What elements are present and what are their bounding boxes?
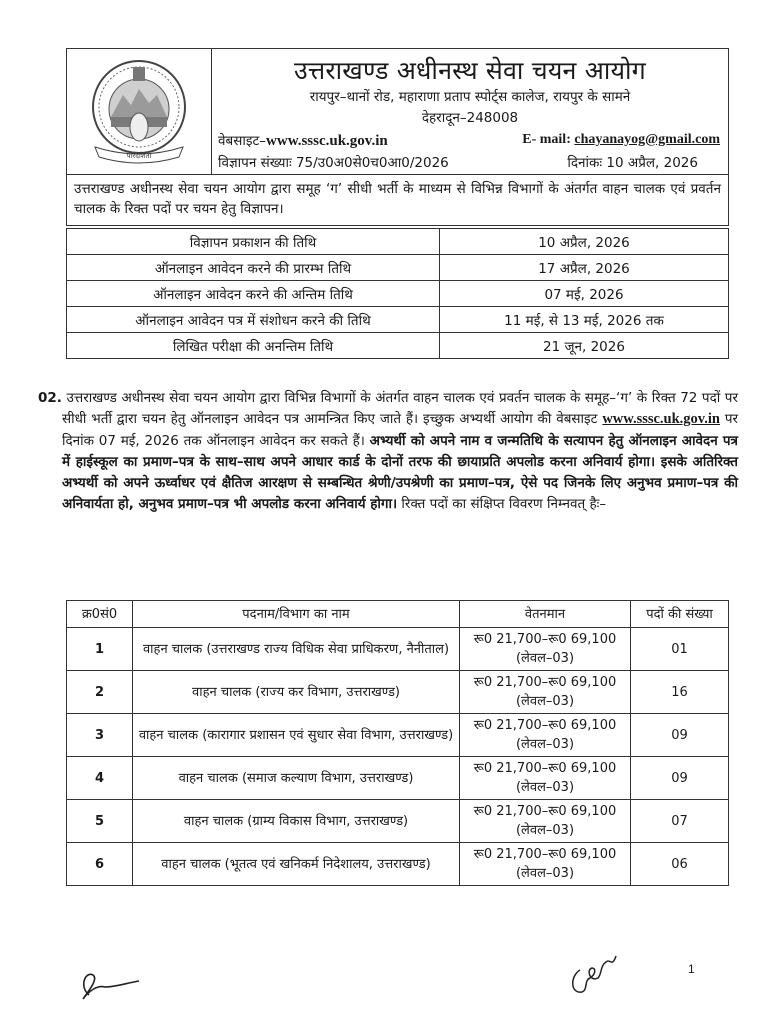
- date-label: लिखित परीक्षा की अनन्तिम तिथि: [67, 333, 440, 359]
- email: [522, 131, 720, 150]
- pay-range: रू0 21,700–रू0 69,100: [473, 847, 617, 862]
- pay-range: रू0 21,700–रू0 69,100: [473, 804, 617, 819]
- post-count: 16: [631, 671, 729, 714]
- post-count: 01: [631, 628, 729, 671]
- commission-emblem-icon: [67, 49, 211, 173]
- post-name: वाहन चालक (ग्राम्य विकास विभाग, उत्तराखण्ड): [133, 800, 460, 843]
- post-name: वाहन चालक (कारागार प्रशासन एवं सुधार सेवा विभाग, उत्तराखण्ड): [133, 714, 460, 757]
- date-value: 10 अप्रैल, 2026: [440, 229, 729, 255]
- col-post-count: पदों की संख्या: [631, 601, 729, 628]
- serial-no: 2: [67, 671, 133, 714]
- email-link[interactable]: chayanayog@gmail.com: [574, 132, 720, 147]
- pay-level: (लेवल–03): [515, 694, 575, 709]
- pay-scale: [460, 843, 631, 886]
- letterhead-text: [212, 49, 728, 174]
- pay-scale: [460, 714, 631, 757]
- pay-level: (लेवल–03): [515, 737, 575, 752]
- paragraph-number: 02.: [38, 390, 62, 406]
- date-value: 07 मई, 2026: [440, 281, 729, 307]
- col-serial: क्र0सं0: [67, 601, 133, 628]
- advertisement-intro: उत्तराखण्ड अधीनस्थ सेवा चयन आयोग द्वारा समूह ‘ग’ सीधी भर्ती के माध्यम से विभिन्न विभागों के अंतर्गत वाहन चालक एवं प्रवर्तन चालक के रिक्त पदों पर चयन हेतु विज्ञापन।: [66, 175, 729, 226]
- table-row: [67, 757, 729, 800]
- website-link[interactable]: www.sssc.uk.gov.in: [602, 411, 720, 428]
- post-name: वाहन चालक (उत्तराखण्ड राज्य विधिक सेवा प्राधिकरण, नैनीताल): [133, 628, 460, 671]
- website-link[interactable]: www.sssc.uk.gov.in: [266, 133, 388, 149]
- advertisement-number: विज्ञापन संख्याः 75/उ0अ0से0च0आ0/2026: [218, 155, 449, 171]
- pay-level: (लेवल–03): [515, 780, 575, 795]
- table-row: [67, 843, 729, 886]
- date-value: 21 जून, 2026: [440, 333, 729, 359]
- paragraph-text-1: उत्तराखण्ड अधीनस्थ सेवा चयन आयोग द्वारा विभिन्न विभागों के अंतर्गत वाहन चालक एवं प्रवर्तन चालक के समूह–‘ग’ के रिक्त 72 पदों पर सीधी भर्ती द्वारा चयन हेतु ऑनलाइन आवेदन पत्र आमन्त्रित किए जाते हैं। इच्छुक अभ्यर्थी आयोग की वेबसाइट: [62, 390, 738, 428]
- paragraph-text-bold: अभ्यर्थी को अपने नाम व जन्मतिथि के सत्यापन हेतु ऑनलाइन आवेदन पत्र में हाईस्कूल का प्रमाण–पत्र के साथ–साथ अपने आधार कार्ड के दोनों तरफ की छायाप्रति अपलोड करना अनिवार्य होगा। इसके अतिरिक्त अभ्यर्थी को अपने ऊर्ध्वाधर एवं क्षैतिज आरक्षण से सम्बन्धित श्रेणी/उपश्रेणी का प्रमाण–पत्र, ऐसे पद जिनके लिए अनुभव प्रमाण–पत्र की अनिवार्यता हो, अनुभव प्रमाण–पत्र भी अपलोड करना अनिवार्य होगा।: [62, 432, 738, 513]
- paragraph-body: [38, 388, 738, 516]
- pay-level: (लेवल–03): [515, 823, 575, 838]
- serial-no: 3: [67, 714, 133, 757]
- col-pay-scale: वेतनमान: [460, 601, 631, 628]
- vacancy-table: [66, 600, 729, 886]
- organization-address: रायपुर–थानों रोड, महाराणा प्रताप स्पोर्ट्स कालेज, रायपुर के सामने: [309, 89, 631, 105]
- paragraph-02: [38, 388, 738, 516]
- advertisement-meta-row: [218, 153, 698, 171]
- table-row: [67, 229, 729, 255]
- date-label: ऑनलाइन आवेदन करने की प्रारम्भ तिथि: [67, 255, 440, 281]
- post-name: वाहन चालक (राज्य कर विभाग, उत्तराखण्ड): [133, 671, 460, 714]
- table-row: [67, 281, 729, 307]
- post-count: 09: [631, 714, 729, 757]
- post-count: 09: [631, 757, 729, 800]
- pay-level: (लेवल–03): [515, 866, 575, 881]
- table-row: [67, 307, 729, 333]
- pay-scale: [460, 628, 631, 671]
- website: [218, 131, 388, 150]
- pay-scale: [460, 757, 631, 800]
- signature-left-icon: [75, 965, 145, 1005]
- advertisement-date: दिनांकः 10 अप्रैल, 2026: [567, 155, 698, 171]
- table-row: [67, 800, 729, 843]
- email-label: E- mail:: [522, 132, 575, 147]
- pay-level: (लेवल–03): [515, 651, 575, 666]
- paragraph-text-3: रिक्त पदों का संक्षिप्त विवरण निम्नवत् हैः–: [397, 496, 607, 513]
- website-label: वेबसाइट–: [218, 133, 267, 149]
- post-name: वाहन चालक (भूतत्व एवं खनिकर्म निदेशालय, उत्तराखण्ड): [133, 843, 460, 886]
- contact-row: [218, 131, 720, 150]
- serial-no: 1: [67, 628, 133, 671]
- emblem-motto: पारदर्शिता: [126, 152, 152, 160]
- table-row: [67, 714, 729, 757]
- pay-range: रू0 21,700–रू0 69,100: [473, 761, 617, 776]
- date-label: ऑनलाइन आवेदन पत्र में संशोधन करने की तिथि: [67, 307, 440, 333]
- date-label: ऑनलाइन आवेदन करने की अन्तिम तिथि: [67, 281, 440, 307]
- table-row: [67, 628, 729, 671]
- serial-no: 4: [67, 757, 133, 800]
- page-number: 1: [688, 962, 695, 976]
- post-count: 07: [631, 800, 729, 843]
- date-label: विज्ञापन प्रकाशन की तिथि: [67, 229, 440, 255]
- logo-cell: [67, 49, 212, 174]
- col-post: पदनाम/विभाग का नाम: [133, 601, 460, 628]
- important-dates-table: [66, 228, 729, 359]
- serial-no: 5: [67, 800, 133, 843]
- post-count: 06: [631, 843, 729, 886]
- table-row: [67, 255, 729, 281]
- organization-city: देहरादून–248008: [421, 110, 519, 126]
- serial-no: 6: [67, 843, 133, 886]
- letterhead: [66, 48, 729, 175]
- date-value: 11 मई, से 13 मई, 2026 तक: [440, 307, 729, 333]
- pay-range: रू0 21,700–रू0 69,100: [473, 675, 617, 690]
- table-row: [67, 333, 729, 359]
- table-header-row: [67, 601, 729, 628]
- pay-range: रू0 21,700–रू0 69,100: [473, 632, 617, 647]
- paragraph-text-2: पर दिनांक 07 मई, 2026 तक ऑनलाइन आवेदन कर सकते हैं।: [62, 411, 739, 449]
- pay-range: रू0 21,700–रू0 69,100: [473, 718, 617, 733]
- date-value: 17 अप्रैल, 2026: [440, 255, 729, 281]
- signature-right-icon: [566, 948, 626, 1003]
- post-name: वाहन चालक (समाज कल्याण विभाग, उत्तराखण्ड): [133, 757, 460, 800]
- pay-scale: [460, 671, 631, 714]
- organization-name: उत्तराखण्ड अधीनस्थ सेवा चयन आयोग: [294, 56, 646, 85]
- table-row: [67, 671, 729, 714]
- pay-scale: [460, 800, 631, 843]
